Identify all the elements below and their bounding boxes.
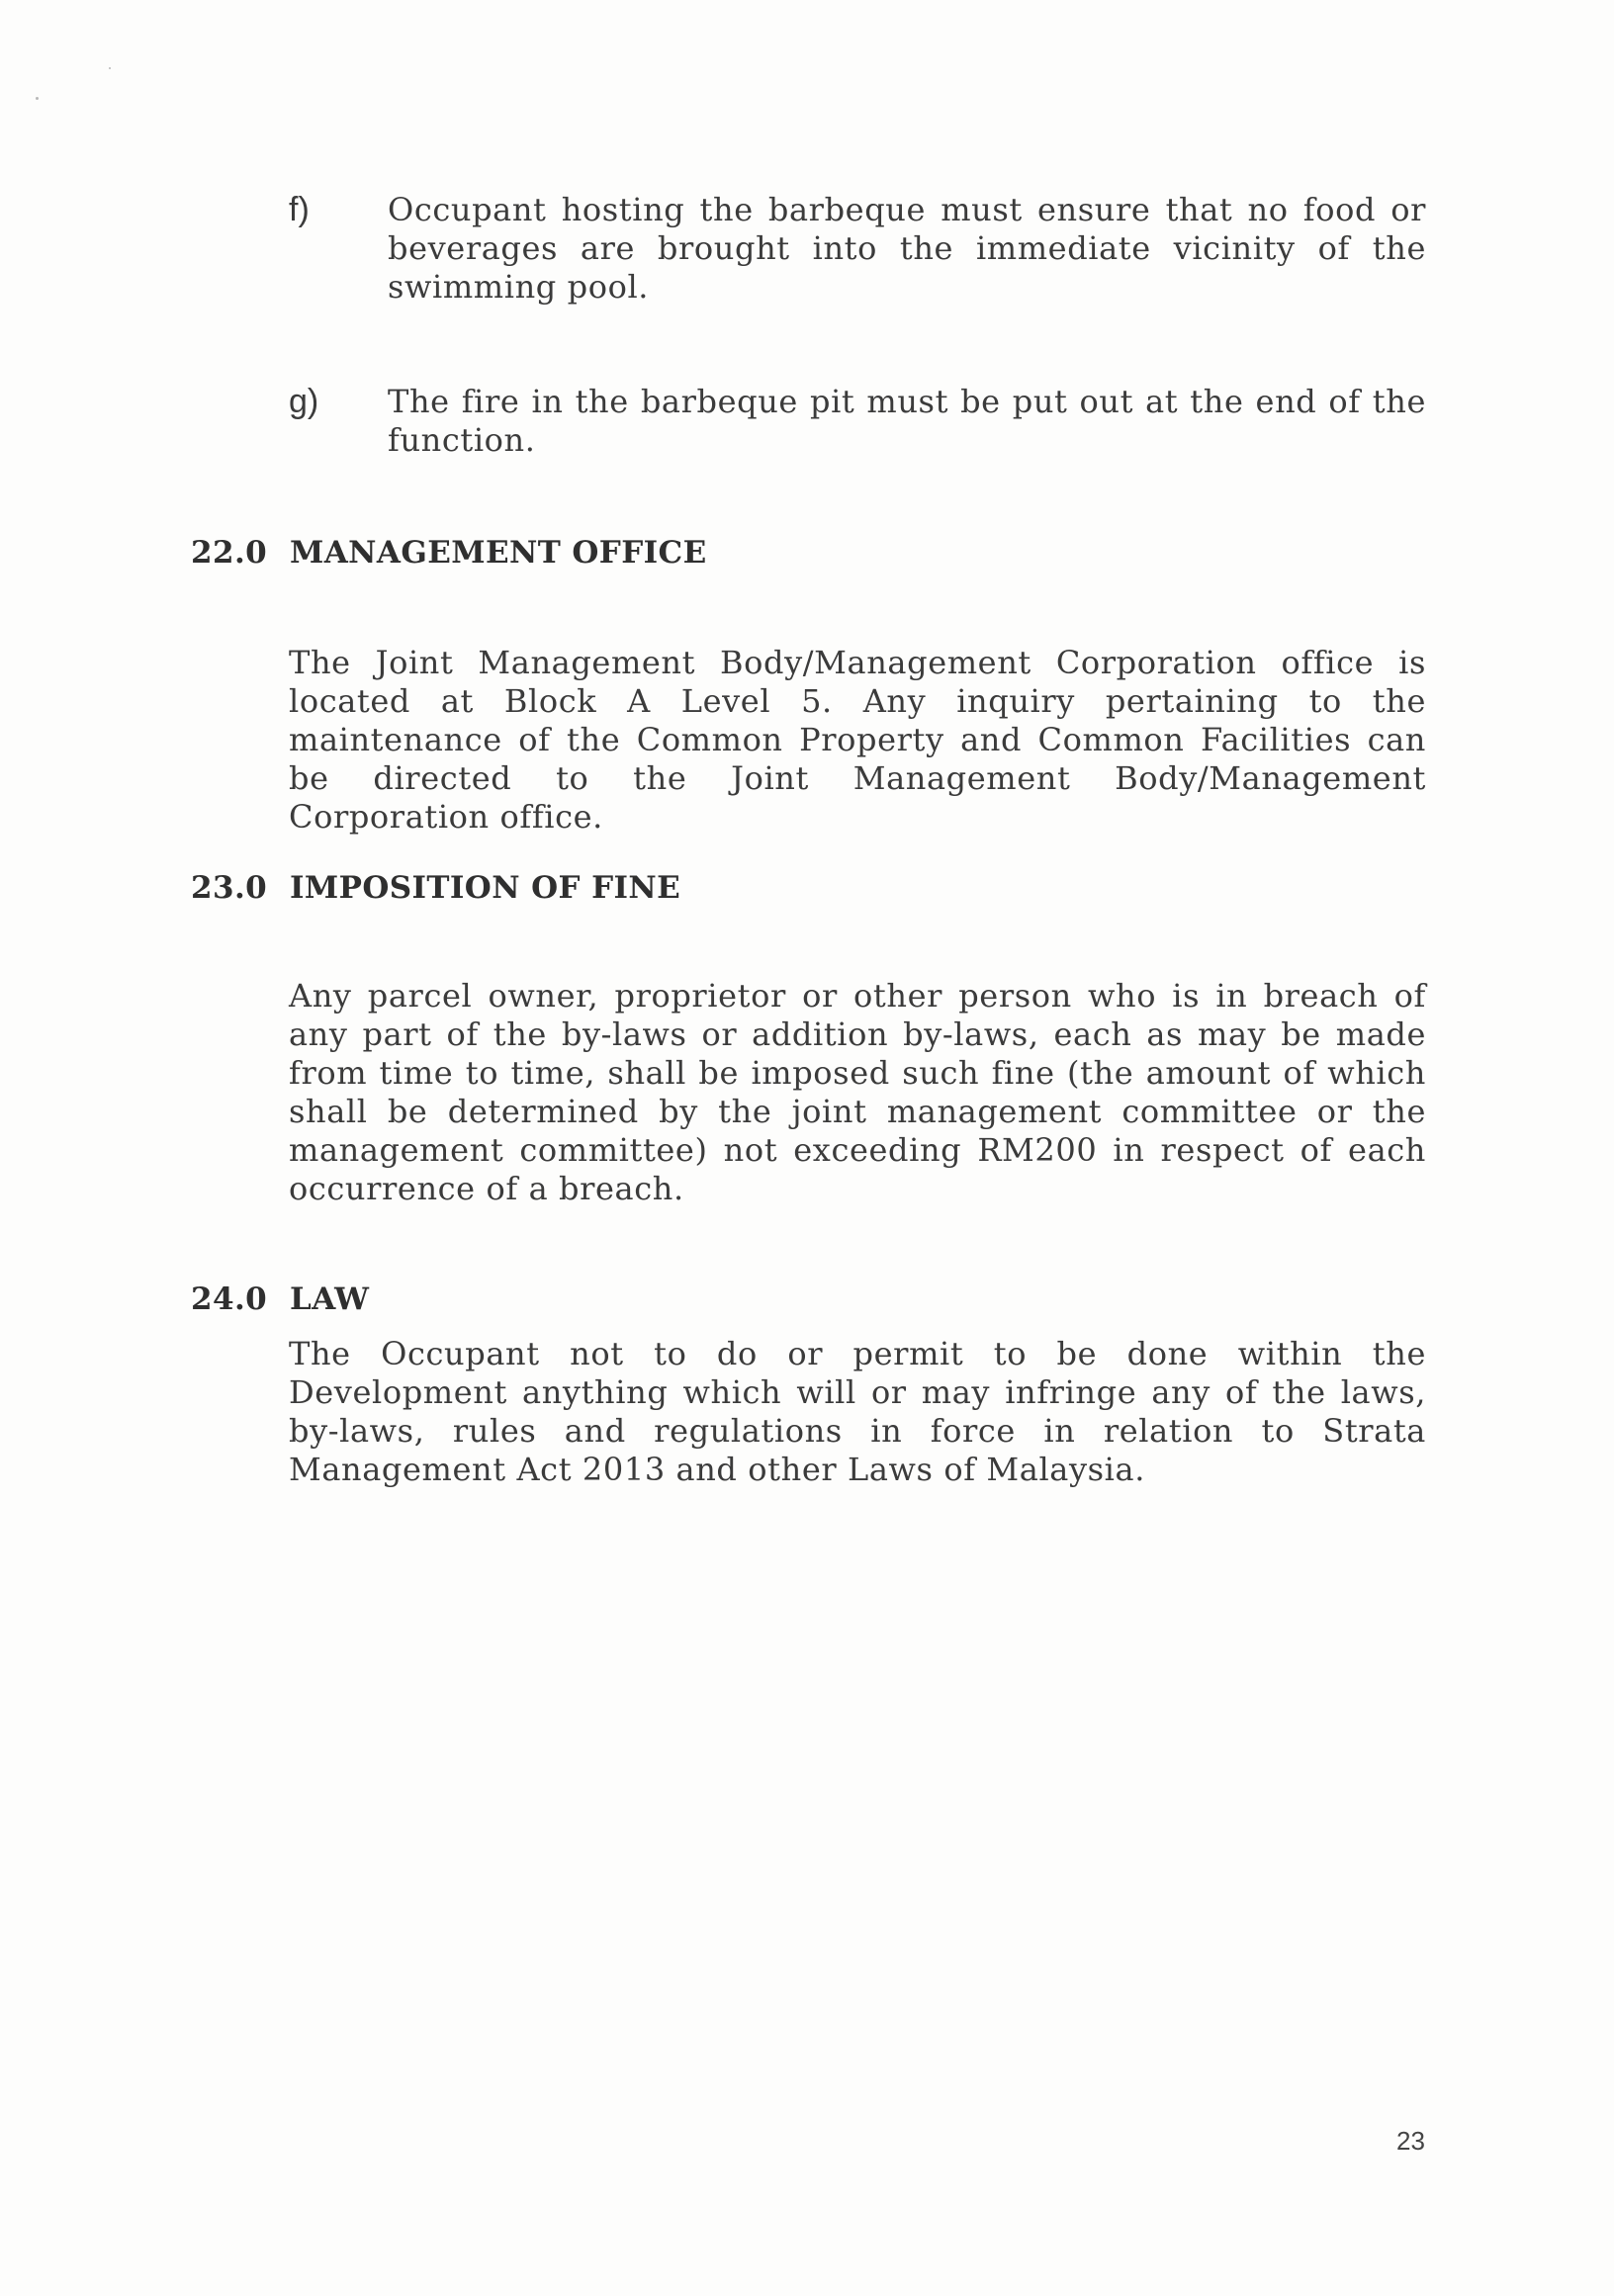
scan-speck [109, 67, 111, 69]
page-number: 23 [1396, 2126, 1425, 2156]
scan-speck [36, 97, 39, 100]
section-title: MANAGEMENT OFFICE [290, 535, 707, 571]
section-heading-law [191, 1281, 369, 1317]
section-title: IMPOSITION OF FINE [290, 870, 681, 906]
section-title: LAW [290, 1281, 370, 1317]
section-number: 22.0 [191, 535, 268, 571]
section-heading-management-office [191, 535, 707, 571]
section-body-management-office: The Joint Management Body/Management Corporation office is located at Block A Level 5. Any inquiry pertaining to the maintenance of the Common Property and Common Facilities can be directed to the Joint Management Body/Management Corporation office. [289, 644, 1426, 836]
list-item-marker: g) [289, 383, 319, 420]
list-item-text: The fire in the barbeque pit must be put out at the end of the function. [388, 383, 1426, 459]
section-number: 24.0 [191, 1281, 268, 1317]
list-item-text: Occupant hosting the barbeque must ensure that no food or beverages are brought into the immediate vicinity of the swimming pool. [388, 191, 1426, 306]
section-number: 23.0 [191, 870, 268, 906]
list-item-marker: f) [289, 191, 310, 228]
section-heading-imposition-of-fine [191, 870, 680, 906]
section-body-law: The Occupant not to do or permit to be done within the Development anything which will or may infringe any of the laws, by-laws, rules and regulations in force in relation to Strata Management Act 2013 and other Laws of Malaysia. [289, 1335, 1426, 1488]
section-body-imposition-of-fine: Any parcel owner, proprietor or other person who is in breach of any part of the by-laws or addition by-laws, each as may be made from time to time, shall be imposed such fine (the amount of which shall be determined by the joint management committee or the management committee) not exceeding RM200 in respect of each occurrence of a breach. [289, 977, 1426, 1207]
